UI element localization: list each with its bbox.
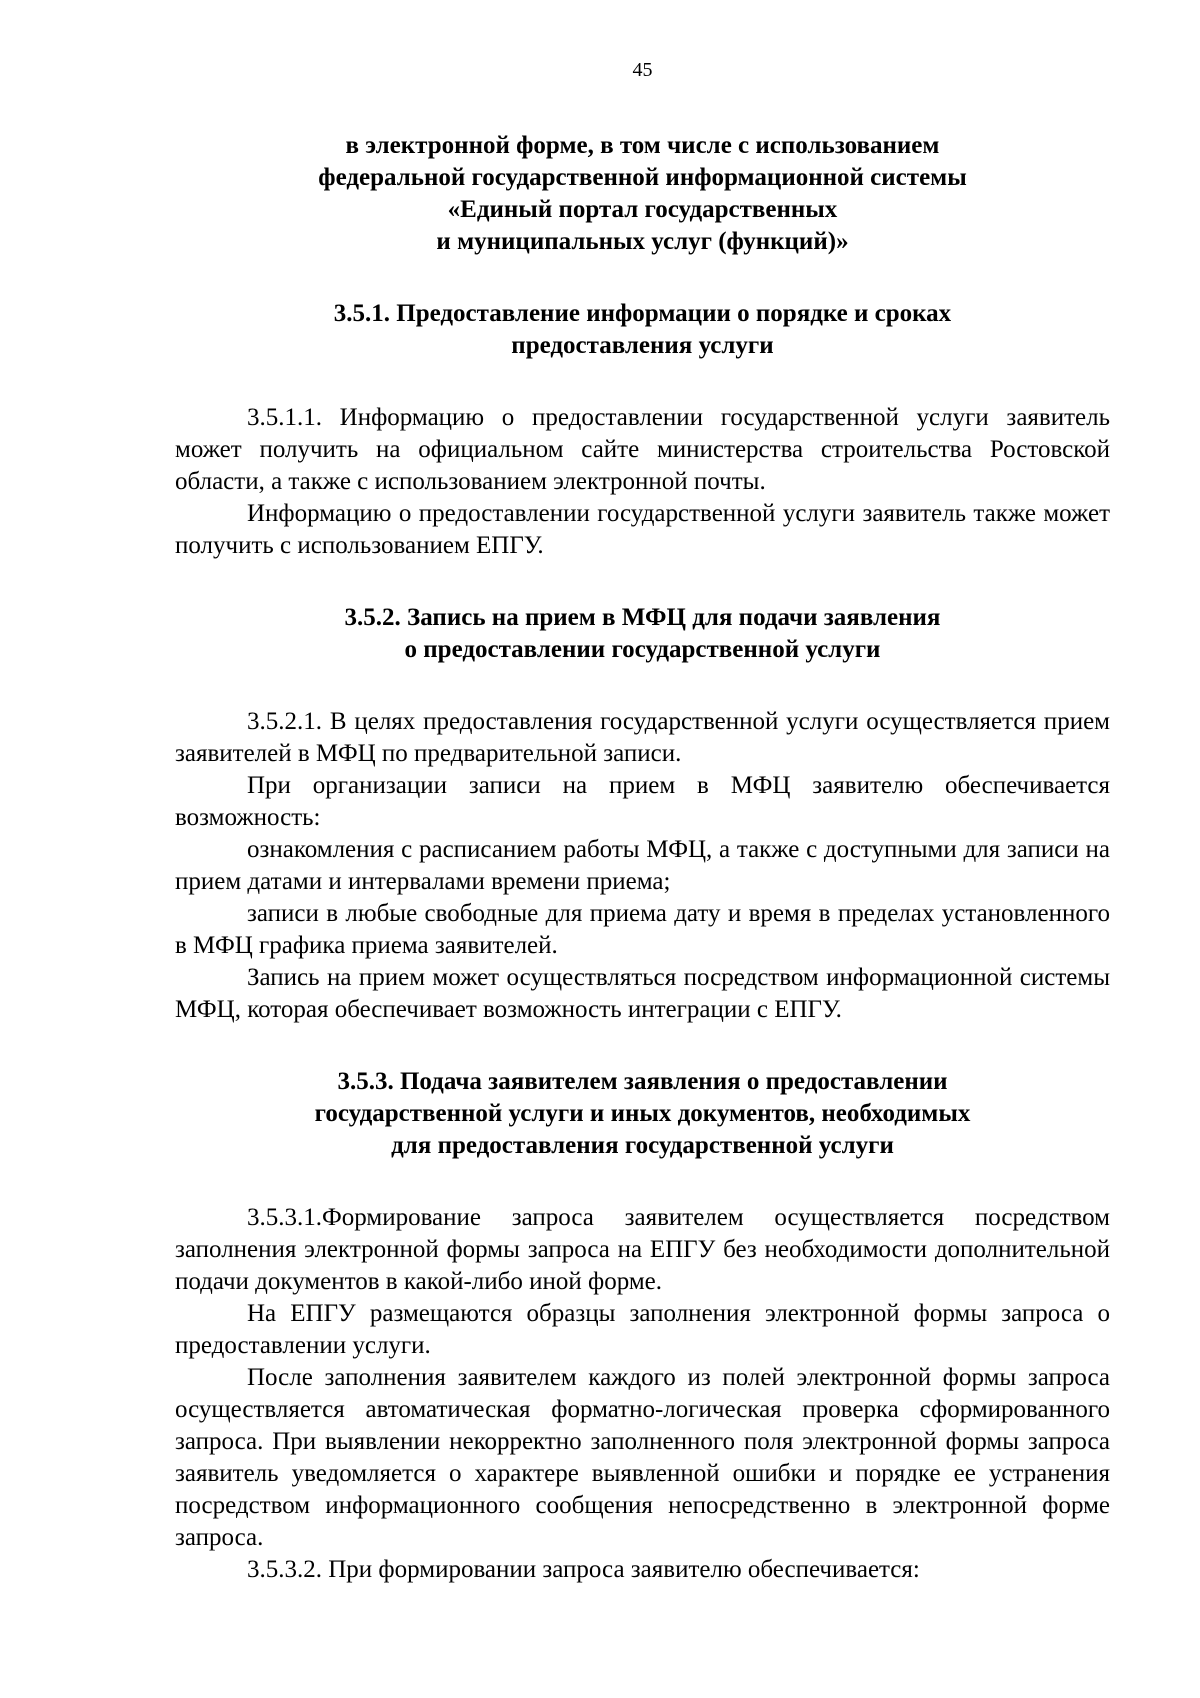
paragraph: После заполнения заявителем каждого из полей электронной формы запроса осуществляется автоматическая форматно-логическая проверка сформированного запроса. При выявлении некорректно заполненного поля электронной формы запроса заявитель уведомляется о характере выявленной ошибки и порядке ее устранения посредством информационного сообщения непосредственно в электронной форме запроса.	[175, 1364, 1110, 1551]
section-body-3-5-1	[175, 402, 1110, 562]
paragraph: ознакомления с расписанием работы МФЦ, а также с доступными для записи на прием датами и интервалами времени приема;	[175, 836, 1110, 895]
section-heading-line: о предоставлении государственной услуги	[404, 636, 881, 663]
intro-heading	[175, 130, 1110, 258]
intro-heading-line: федеральной государственной информационной системы	[318, 164, 967, 191]
paragraph: записи в любые свободные для приема дату и время в пределах установленного в МФЦ графика приема заявителей.	[175, 900, 1110, 959]
section-heading-line: для предоставления государственной услуги	[391, 1132, 894, 1159]
intro-heading-line: и муниципальных услуг (функций)»	[436, 228, 849, 255]
page-number: 45	[632, 59, 653, 81]
intro-heading-line: «Единый портал государственных	[447, 196, 838, 223]
paragraph: 3.5.3.2. При формировании запроса заявителю обеспечивается:	[247, 1556, 920, 1583]
paragraph: При организации записи на прием в МФЦ заявителю обеспечивается возможность:	[175, 772, 1110, 831]
section-heading-line: 3.5.1. Предоставление информации о порядке и сроках	[333, 300, 952, 327]
section-heading-3-5-1	[175, 298, 1110, 362]
paragraph: На ЕПГУ размещаются образцы заполнения электронной формы запроса о предоставлении услуги.	[175, 1300, 1110, 1359]
section-heading-line: 3.5.2. Запись на прием в МФЦ для подачи заявления	[344, 604, 941, 631]
paragraph: Запись на прием может осуществляться посредством информационной системы МФЦ, которая обеспечивает возможность интеграции с ЕПГУ.	[175, 964, 1110, 1023]
paragraph: 3.5.3.1.Формирование запроса заявителем осуществляется посредством заполнения электронной формы запроса на ЕПГУ без необходимости дополнительной подачи документов в какой-либо иной форме.	[175, 1204, 1110, 1295]
section-body-3-5-2	[175, 706, 1110, 1026]
section-heading-3-5-2	[175, 602, 1110, 666]
section-heading-3-5-3	[175, 1066, 1110, 1162]
paragraph: 3.5.2.1. В целях предоставления государственной услуги осуществляется прием заявителей в МФЦ по предварительной записи.	[175, 708, 1110, 767]
paragraph: Информацию о предоставлении государственной услуги заявитель также может получить с использованием ЕПГУ.	[175, 500, 1110, 559]
section-heading-line: предоставления услуги	[511, 332, 774, 359]
intro-heading-line: в электронной форме, в том числе с использованием	[345, 132, 940, 159]
section-heading-line: 3.5.3. Подача заявителем заявления о предоставлении	[337, 1068, 948, 1095]
section-body-3-5-3	[175, 1202, 1110, 1586]
paragraph: 3.5.1.1. Информацию о предоставлении государственной услуги заявитель может получить на официальном сайте министерства строительства Ростовской области, а также с использованием электронной почты.	[175, 404, 1110, 495]
section-heading-line: государственной услуги и иных документов, необходимых	[314, 1100, 971, 1127]
